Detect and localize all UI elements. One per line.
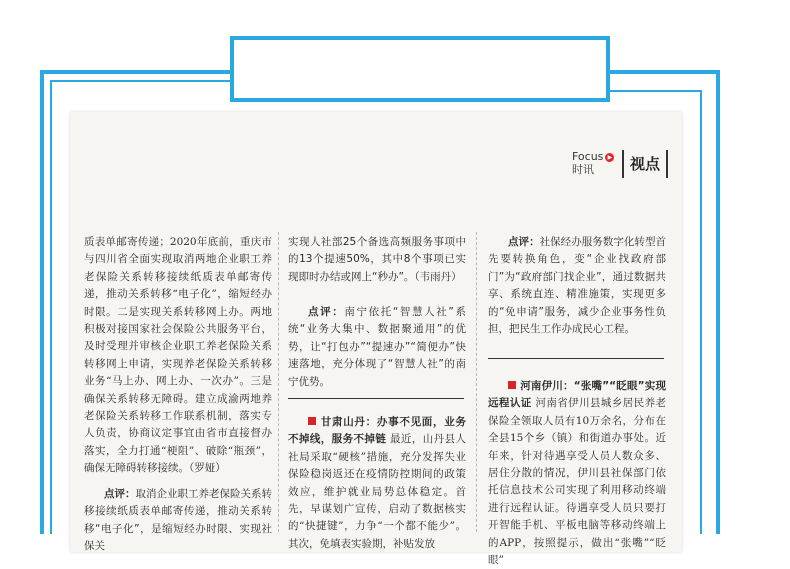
frame-line-right-inner: [700, 90, 702, 534]
article-body: 河南省伊川县城乡居民养老保险全领取人员有10万余名，分布在全县15个乡（镇）和街道办事处。近年来，针对待遇享受人员人数众多、居住分散的情况，伊川县社保部门依托信息技术公司实现了利用移动终端进行远程认证。待遇享受人员只要打开智能手机、平板电脑等移动终端上的APP，按照提示，做出“张嘴”“眨眼”: [488, 397, 667, 567]
column-separator: [476, 232, 478, 532]
col2-comment: [288, 304, 466, 391]
comment-text: 社保经办服务数字化转型首先要转换角色，变“企业找政府部门”为“政府部门找企业”，通过数据共享、系统直连、精准施策，实现更多的“免申请”服务，减少企业事务性负担，把民生工作办成民心工程。: [488, 236, 667, 336]
frame-line-top-right-inner: [610, 90, 702, 92]
frame-line-right-outer: [716, 70, 720, 534]
section-title: 视点: [622, 150, 668, 178]
comment-label: 点评：: [104, 488, 136, 500]
col2-article: [288, 414, 466, 553]
frame-line-top-right: [610, 70, 720, 74]
col1-body: 质表单邮寄传递；2020年底前，重庆市与四川省全面实现取消两地企业职工养老保险关系转移接续纸质表单邮寄传递，推动关系转移“电子化”，缩短经办时限。二是实现关系转移网上办。两地积极对接国家社会保险公共服务平台，及时受理并审核企业职工养老保险关系转移网上申请，实现养老保险关系转移业务“马上办、网上办、一次办”。三是确保关系转移无障碍。建立成渝两地养老保险关系转移工作联系机制，落实专人负责，协商议定事宜由省市直接督办落实，全力打通“梗阻”、破除“瓶颈”，确保无障碍转移接续。（罗娅）: [84, 236, 272, 475]
frame-line-top-outer: [40, 70, 230, 74]
column-1: [84, 234, 272, 478]
article-body: 最近，山丹县人社局采取“硬核”措施，充分发挥失业保险稳岗返还在疫情防控期间的政策效应，维护就业局势总体稳定。首先，早谋划广宣传，启动了数据核实的“快捷键”，力争“一个都不能少”。其次，免填表实验期，补贴发放: [288, 433, 467, 550]
comment-text: 取消企业职工养老保险关系转移接续纸质表单邮寄传递，推动关系转移“电子化”，是缩短经办时限、实现社保关: [84, 488, 272, 553]
title-box: [230, 36, 610, 102]
column-separator: [278, 232, 280, 532]
divider: [288, 398, 464, 399]
frame-line-top-inner: [50, 80, 230, 82]
comment-label: 点评：: [508, 236, 540, 248]
col2-tail: 实现人社部25个备选高频服务事项中的13个提速50%，其中8个事项已实现即时办结或网上“秒办”。（韦雨丹）: [288, 236, 466, 283]
col3-article: [488, 378, 666, 569]
article-heading: 甘肃山丹：办事不见面，业务不掉线，服务不掉链: [288, 416, 466, 446]
frame-line-left-inner: [50, 80, 52, 534]
bullet-square-icon: [508, 381, 516, 389]
column-3: [488, 234, 666, 338]
focus-label: [572, 150, 614, 176]
play-arrow-icon: ▶: [605, 153, 614, 162]
frame-line-left-outer: [40, 70, 44, 534]
focus-cn: 时讯: [572, 163, 594, 176]
article-heading: 河南伊川：“张嘴”“眨眼”实现远程认证: [488, 380, 666, 410]
focus-en: Focus: [572, 150, 604, 163]
col1-comment: [84, 486, 272, 556]
divider: [488, 358, 664, 359]
comment-text: 南宁依托“智慧人社”系统“业务大集中、数据聚通用”的优势，让“打包办”“提速办”“简便办”快速落地，充分体现了“智慧人社”的南宁优势。: [288, 306, 466, 388]
comment-label: 点评：: [308, 306, 345, 318]
bullet-square-icon: [308, 417, 316, 425]
column-2: [288, 234, 466, 286]
